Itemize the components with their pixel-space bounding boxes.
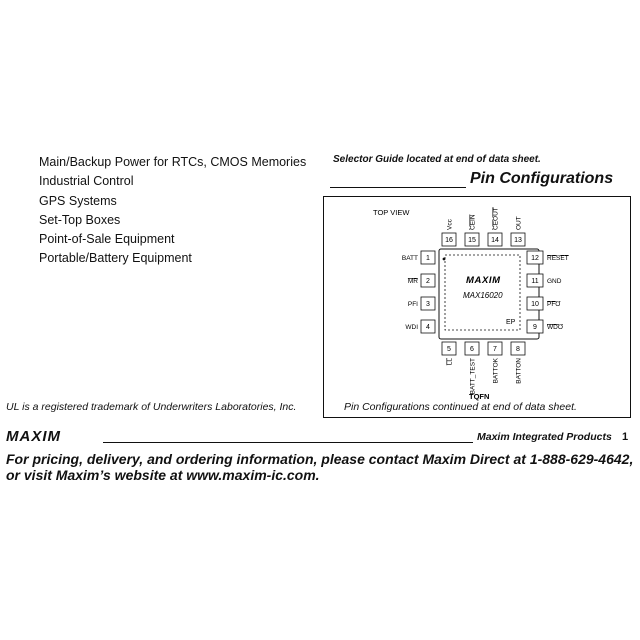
pin-number: 4 [426, 324, 430, 331]
part-number: MAX16020 [463, 291, 503, 300]
application-item: Point-of-Sale Equipment [39, 232, 175, 247]
pin-number: 9 [533, 324, 537, 331]
contact-line-2: or visit Maxim’s website at www.maxim-ic.com. [6, 467, 320, 483]
pin-config-continued-note: Pin Configurations continued at end of data sheet. [344, 401, 577, 413]
application-item: Set-Top Boxes [39, 212, 121, 227]
pin-label: Vcc [446, 219, 454, 230]
pin-label: BATTON [515, 358, 523, 384]
top-view-label: TOP VIEW [373, 208, 410, 217]
pin-number: 3 [426, 301, 430, 308]
footer-company-name: Maxim Integrated Products [477, 431, 612, 443]
pin-12 [527, 251, 543, 264]
applications-list [39, 153, 309, 269]
pin-label: LL [446, 358, 454, 366]
pin-13 [511, 233, 525, 246]
pin-9 [527, 320, 543, 333]
footer-rule [103, 442, 473, 443]
pin-label: MR [407, 278, 418, 285]
pinout-svg [324, 197, 632, 419]
pin-1 [421, 251, 435, 264]
pin-label: BATTOK [492, 358, 500, 384]
pin-label: CEOUT [492, 207, 500, 230]
pin-label: WDO [547, 324, 563, 331]
pin-16 [442, 233, 456, 246]
ep-label: EP [506, 319, 516, 326]
pin-8 [511, 342, 525, 355]
page-number: 1 [622, 431, 629, 443]
pin-number: 5 [447, 346, 451, 353]
application-item: Portable/Battery Equipment [39, 251, 192, 266]
svg-text:MAXIM: MAXIM [6, 428, 61, 444]
pin-5 [442, 342, 456, 355]
pin-2 [421, 274, 435, 287]
application-item: Industrial Control [39, 174, 134, 189]
pin-number: 11 [531, 278, 539, 285]
pin-label: WDI [405, 324, 418, 331]
application-item: GPS Systems [39, 193, 117, 208]
pin-4 [421, 320, 435, 333]
pin-15 [465, 233, 479, 246]
pin-label: PFO [547, 301, 561, 308]
chip-maxim-logo [466, 275, 501, 286]
pin-number: 12 [531, 255, 539, 262]
pin-number: 13 [514, 237, 522, 244]
pin1-marker [443, 258, 446, 261]
contact-info [6, 451, 636, 483]
pin-number: 6 [470, 346, 474, 353]
pin-number: 10 [531, 301, 539, 308]
pin-number: 14 [491, 237, 499, 244]
pin-number: 7 [493, 346, 497, 353]
trademark-note: UL is a registered trademark of Underwriters Laboratories, Inc. [6, 401, 297, 413]
maxim-logo [6, 428, 96, 444]
pin-3 [421, 297, 435, 310]
pin-label: OUT [515, 216, 523, 230]
pin-configuration-diagram [323, 196, 631, 418]
pin-label: PFI [407, 301, 418, 308]
pin-configurations-heading: Pin Configurations [470, 170, 614, 187]
pin-number: 15 [468, 237, 476, 244]
pin-number: 16 [445, 237, 453, 244]
pin-label: RESET [547, 255, 569, 262]
pin-label: BATT_TEST [469, 358, 477, 395]
pin-number: 2 [426, 278, 430, 285]
heading-rule [330, 187, 466, 188]
pin-label: CEIN [469, 214, 477, 230]
pin-6 [465, 342, 479, 355]
pin-label: GND [547, 278, 562, 285]
application-item: Main/Backup Power for RTCs, CMOS Memories [39, 155, 307, 169]
pin-7 [488, 342, 502, 355]
pin-10 [527, 297, 543, 310]
svg-text:MAXIM: MAXIM [466, 275, 501, 286]
selector-guide-note: Selector Guide located at end of data sheet. [333, 154, 541, 165]
pin-label: BATT [401, 255, 418, 262]
pin-11 [527, 274, 543, 287]
contact-line-1: For pricing, delivery, and ordering information, please contact Maxim Direct at 1-888-629-4642, [6, 451, 634, 467]
pin-number: 8 [516, 346, 520, 353]
package-label: TQFN [469, 392, 490, 401]
pin-14 [488, 233, 502, 246]
pin-number: 1 [426, 255, 430, 262]
